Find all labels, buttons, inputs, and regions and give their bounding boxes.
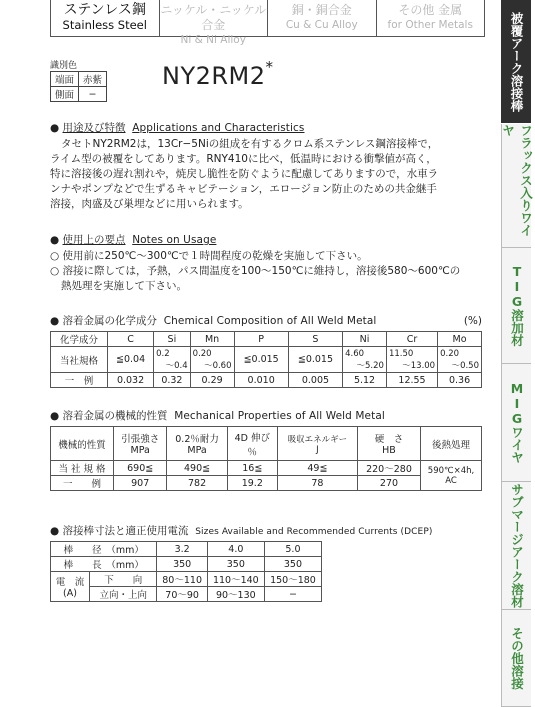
- side-category-tabs: [500, 0, 534, 707]
- header-cell: P: [234, 332, 288, 347]
- id-color-cell: 赤紫: [79, 72, 107, 87]
- header-cell: 化学成分: [51, 332, 108, 347]
- size-cell: 3.2: [157, 542, 207, 557]
- header-line: 0.2％耐力: [175, 434, 219, 445]
- tab-other-metals[interactable]: [377, 0, 485, 36]
- current-cell: 80〜110: [157, 572, 207, 587]
- range-low: 0.20: [192, 348, 212, 359]
- bullet-icon: ●: [50, 122, 60, 134]
- table-header-row: [51, 332, 482, 347]
- product-name: [162, 58, 274, 90]
- bullet-icon: ●: [50, 525, 60, 537]
- table-header-row: [51, 427, 482, 461]
- heading-jp: 溶接棒寸法と適正使用電流: [62, 525, 189, 537]
- header-cell: [227, 427, 277, 461]
- text-line: ンナやポンプなどで生ずるキャビテーション，エロージョン防止のための共金継手: [50, 183, 437, 195]
- heading-jp: 溶着金属の機械的性質: [62, 410, 168, 422]
- heat-treatment-cell: 590℃×4h, AC: [421, 461, 482, 491]
- size-cell: 350: [207, 557, 264, 572]
- tab-stainless-steel[interactable]: [51, 0, 160, 36]
- heading-jp: 溶着金属の化学成分: [62, 315, 158, 327]
- header-cell: Mo: [438, 332, 482, 347]
- text-line: ○ 溶接に際しては，予熱，パス間温度を100〜150℃に維持し，溶接後580〜600℃の: [50, 265, 461, 277]
- spec-cell: [343, 347, 387, 373]
- header-unit: MPa: [130, 445, 150, 456]
- bullet-icon: ●: [50, 234, 60, 246]
- heading-en: Applications and Characteristics: [132, 122, 305, 134]
- tab-label-jp: ニッケル・ニッケル合金: [160, 3, 267, 32]
- table-row: [51, 542, 322, 557]
- range-high: 〜0.50: [451, 360, 479, 371]
- heading-en: Sizes Available and Recommended Currents (DCEP): [195, 527, 433, 537]
- header-line: 4D 伸び: [234, 432, 270, 444]
- table-row: [51, 461, 482, 476]
- bullet-icon: ●: [50, 315, 60, 327]
- example-cell: 0.32: [154, 373, 191, 388]
- row-label: 一 例: [51, 476, 114, 491]
- product-mark: *: [265, 58, 274, 76]
- example-cell: 5.12: [343, 373, 387, 388]
- usage-text: [50, 249, 486, 294]
- spec-cell: ≦0.04: [108, 347, 154, 373]
- mechanical-table: [50, 426, 482, 491]
- header-cell: [421, 427, 482, 461]
- tab-label-en: Stainless Steel: [62, 18, 147, 32]
- table-row: [51, 572, 322, 587]
- row-label: 棒 長 （mm）: [51, 557, 157, 572]
- example-cell: 907: [114, 476, 167, 491]
- applications-text: [50, 137, 486, 212]
- side-tab-tig-filler[interactable]: TIG溶加材: [501, 248, 531, 364]
- spec-cell: ≦0.015: [234, 347, 288, 373]
- heading-en: Notes on Usage: [132, 234, 217, 246]
- table-row: [51, 476, 482, 491]
- tab-label-en: Cu & Cu Alloy: [285, 19, 358, 31]
- position-label: 立向・上向: [90, 587, 157, 602]
- heading-jp: 使用上の要点: [62, 234, 126, 246]
- example-cell: 782: [167, 476, 227, 491]
- product-code: NY2RM2: [162, 62, 266, 90]
- tab-label-jp: その他 金属: [398, 3, 463, 17]
- range-low: 0.20: [440, 348, 460, 359]
- example-cell: 0.005: [288, 373, 342, 388]
- example-cell: 19.2: [227, 476, 277, 491]
- header-line: 引張強さ: [121, 434, 160, 445]
- side-tab-submerged-arc[interactable]: サブマージアーク溶材: [501, 482, 531, 610]
- header-cell: C: [108, 332, 154, 347]
- side-tab-covered-electrode[interactable]: 被覆アーク溶接棒: [501, 0, 531, 124]
- chemical-table: [50, 331, 482, 388]
- example-cell: 78: [277, 476, 357, 491]
- header-unit: MPa: [187, 445, 207, 456]
- text-line: ○ 使用前に250℃〜300℃で１時間程度の乾燥を実施して下さい。: [50, 250, 368, 262]
- spec-cell: [438, 347, 482, 373]
- header-cell: Mn: [190, 332, 234, 347]
- header-cell: [277, 427, 357, 461]
- heading-en: Chemical Composition of All Weld Metal: [163, 315, 377, 327]
- header-cell: [167, 427, 227, 461]
- heading-en: Mechanical Properties of All Weld Metal: [174, 410, 385, 422]
- table-row: [51, 557, 322, 572]
- header-cell: Si: [154, 332, 191, 347]
- header-line: 後熱処理: [431, 439, 470, 451]
- id-color-cell: 端面: [51, 72, 79, 87]
- side-tab-mig-wire[interactable]: MIGワイヤ: [501, 364, 531, 482]
- example-cell: 12.55: [386, 373, 437, 388]
- tab-label-en: Ni & Ni Alloy: [180, 34, 246, 46]
- current-cell: 110〜140: [207, 572, 264, 587]
- range-high: 〜0.4: [165, 360, 188, 371]
- text-line: 溶接，肉盛及び巣埋などに用いられます。: [50, 198, 249, 210]
- spec-cell: [386, 347, 437, 373]
- header-cell: [114, 427, 167, 461]
- range-high: 〜5.20: [356, 360, 384, 371]
- table-row: [51, 347, 482, 373]
- tab-label-jp: ステンレス鋼: [63, 2, 146, 18]
- unit-label: (%): [463, 315, 482, 327]
- tab-label-en: for Other Metals: [387, 19, 473, 31]
- current-cell: −: [264, 587, 321, 602]
- spec-cell: [154, 347, 191, 373]
- current-cell: 70〜90: [157, 587, 207, 602]
- spec-cell: ≦0.015: [288, 347, 342, 373]
- header-cell: S: [288, 332, 342, 347]
- size-cell: 350: [157, 557, 207, 572]
- spec-cell: 490≦: [167, 461, 227, 476]
- current-cell: 90〜130: [207, 587, 264, 602]
- header-line: 吸収エネルギー: [287, 434, 348, 445]
- current-cell: 150〜180: [264, 572, 321, 587]
- spec-cell: 16≦: [227, 461, 277, 476]
- example-cell: 270: [357, 476, 420, 491]
- example-cell: 0.36: [438, 373, 482, 388]
- header-unit: ％: [247, 446, 258, 458]
- text-line: 熱処理を実施して下さい。: [61, 280, 187, 292]
- category-tabs: [50, 0, 485, 46]
- spec-cell: 49≦: [277, 461, 357, 476]
- tab-cu-alloy[interactable]: [268, 0, 377, 36]
- text-line: タセトNY2RM2は，13Cr−5Niの組成を有するクロム系ステンレス鋼溶接棒で，: [61, 138, 439, 150]
- tab-label-jp: 銅・銅合金: [291, 3, 352, 17]
- size-cell: 4.0: [207, 542, 264, 557]
- header-line: 機械的性質: [58, 439, 106, 451]
- range-low: 4.60: [345, 348, 365, 359]
- header-cell: Ni: [343, 332, 387, 347]
- example-cell: 0.010: [234, 373, 288, 388]
- size-cell: 5.0: [264, 542, 321, 557]
- text-line: 特に溶接後の遅れ割れや，焼戻し脆性を防ぐように配慮してありますので，水車ラ: [50, 168, 439, 180]
- heading-jp: 用途及び特徴: [62, 122, 126, 134]
- row-label: 一 例: [51, 373, 108, 388]
- section-heading-applications: [50, 121, 304, 136]
- id-color-label: 識別色: [50, 61, 78, 71]
- header-unit: J: [316, 444, 319, 455]
- row-label: 棒 径 （mm）: [51, 542, 157, 557]
- id-color-cell: −: [79, 87, 107, 102]
- current-label-unit: (A): [63, 588, 77, 599]
- header-cell: [357, 427, 420, 461]
- id-color-cell: 側面: [51, 87, 79, 102]
- bullet-icon: ●: [50, 410, 60, 422]
- spec-cell: [190, 347, 234, 373]
- current-label: [51, 572, 90, 602]
- current-label-line: 電 流: [55, 577, 85, 588]
- table-row: [51, 373, 482, 388]
- example-cell: 0.032: [108, 373, 154, 388]
- section-heading-usage: [50, 233, 216, 248]
- section-heading-mechanical: [50, 409, 385, 424]
- example-cell: 0.29: [190, 373, 234, 388]
- row-label: 当 社 規 格: [51, 461, 114, 476]
- size-cell: 350: [264, 557, 321, 572]
- position-label: 下 向: [90, 572, 157, 587]
- table-row: [51, 587, 322, 602]
- header-cell: Cr: [386, 332, 437, 347]
- range-low: 11.50: [388, 348, 414, 359]
- section-heading-sizes: [50, 524, 432, 540]
- range-high: 〜13.00: [402, 360, 436, 371]
- header-cell: [51, 427, 114, 461]
- id-color-table: [50, 71, 107, 102]
- sizes-table: [50, 541, 322, 602]
- tab-ni-alloy[interactable]: [160, 0, 269, 46]
- range-high: 〜0.60: [204, 360, 232, 371]
- side-tab-flux-cored-wire[interactable]: フラックス入りワイヤ: [501, 124, 531, 248]
- row-label: 当社規格: [51, 347, 108, 373]
- header-unit: HB: [382, 445, 396, 456]
- spec-cell: 690≦: [114, 461, 167, 476]
- side-tab-other-welding[interactable]: その他溶接: [501, 610, 531, 707]
- section-heading-chemical: [50, 314, 482, 329]
- text-line: ライム型の被覆をしてあります。RNY410に比べ，低温時における衝撃値が高く，: [50, 153, 437, 165]
- header-line: 硬 さ: [374, 434, 404, 445]
- spec-cell: 220〜280: [357, 461, 420, 476]
- range-low: 0.2: [156, 348, 170, 359]
